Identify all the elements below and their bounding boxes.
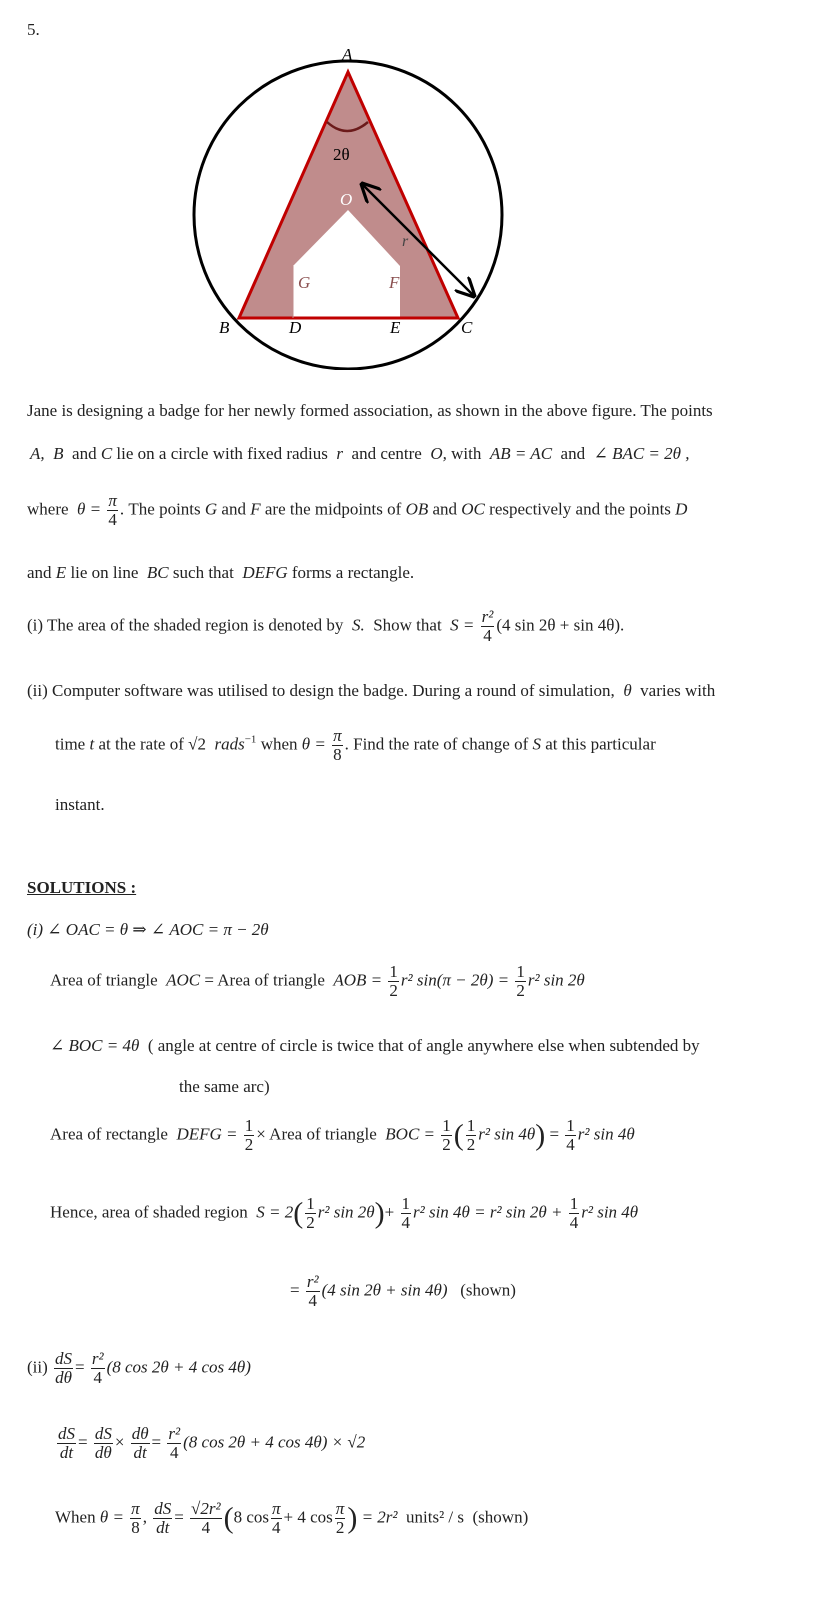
problem-line-1: Jane is designing a badge for her newly formed association, as shown in the above figure. The points <box>27 401 713 420</box>
question-ii-line-1: (ii) Computer software was utilised to design the badge. During a round of simulation, θ varies with <box>27 681 716 700</box>
label-o: O <box>340 190 353 209</box>
solution-ii-line-1: (ii) $\frac{dS}{d\theta}$ = $\frac{\text{r²}}{4}$ (8 cos 2θ + 4 cos 4θ) <box>27 1349 251 1387</box>
label-e: E <box>390 318 401 337</box>
question-number: 5. <box>27 20 40 39</box>
solution-i-line-7: = $\frac{\text{r²}}{4}$ (4 sin 2θ + sin 4θ) (shown) <box>290 1272 516 1310</box>
solution-ii-line-3: When θ = $\frac{\pi}{8}$ , $\frac{dS}{dt}$ = $\frac{\text{√2r²}}{4}$ (8 cos $\frac{\pi}{4}$ + 4 cos $\frac{\pi}{2}$ ) = 2r² units² / s (shown) <box>55 1499 529 1537</box>
question-i: (i) The area of the shaded region is denoted by S. Show that S = $\frac{\text{r²}}{4}$ (4 sin 2θ + sin 4θ). <box>27 607 625 645</box>
solution-i-line-4: the same arc) <box>179 1077 270 1096</box>
solution-i-line-3: ∠ BOC = 4θ ( angle at centre of circle is twice that of angle anywhere else when subtended by <box>50 1036 700 1055</box>
label-f: F <box>389 273 400 292</box>
label-a: A <box>342 45 353 64</box>
label-c: C <box>461 318 473 337</box>
solution-ii-line-2: $\frac{dS}{dt}$ = $\frac{dS}{d\theta}$ × $\frac{d\theta}{dt}$ = $\frac{\text{r²}}{4}$ (8 cos 2θ + 4 cos 4θ) × √2 <box>58 1424 366 1462</box>
solution-i-line-6: Hence, area of shaded region S = 2( $\frac{1}{2}$ r² sin 2θ)+ $\frac{1}{4}$ r² sin 4θ = r² sin 2θ + $\frac{1}{4}$ r² sin 4θ <box>50 1194 639 1232</box>
badge-figure <box>180 40 520 370</box>
solutions-heading: SOLUTIONS : <box>27 878 137 897</box>
problem-line-2: A, B and C lie on a circle with fixed radius r and centre O, with AB = AC and ∠ BAC = 2θ , <box>30 444 690 463</box>
label-r: r <box>402 233 409 250</box>
label-d: D <box>289 318 302 337</box>
problem-line-4: and E lie on line BC such that DEFG forms a rectangle. <box>27 563 415 582</box>
solution-i-line-2: Area of triangle AOC = Area of triangle AOB = $\frac{1}{2}$ r² sin(π − 2θ) = $\frac{1}{2}$ r² sin 2θ <box>50 962 585 1000</box>
question-ii-line-2: time t at the rate of √2 rads$^{-1}$ when θ = $\frac{\pi}{8}$ . Find the rate of change of S at this particular <box>55 726 656 764</box>
label-b: B <box>219 318 230 337</box>
problem-line-3: where θ = $\frac{\pi}{4}$ . The points G and F are the midpoints of OB and OC respectively and the points D <box>27 491 688 529</box>
label-g: G <box>298 273 311 292</box>
solution-i-line-1: (i) ∠ OAC = θ ⇒ ∠ AOC = π − 2θ <box>27 920 269 939</box>
solution-i-line-5: Area of rectangle DEFG = $\frac{1}{2}$ × Area of triangle BOC = $\frac{1}{2}$ ( $\frac{1}{2}$ r² sin 4θ) = $\frac{1}{4}$ r² sin 4θ <box>50 1116 635 1154</box>
question-ii-line-3: instant. <box>55 795 105 814</box>
label-angle: 2θ <box>333 145 350 164</box>
